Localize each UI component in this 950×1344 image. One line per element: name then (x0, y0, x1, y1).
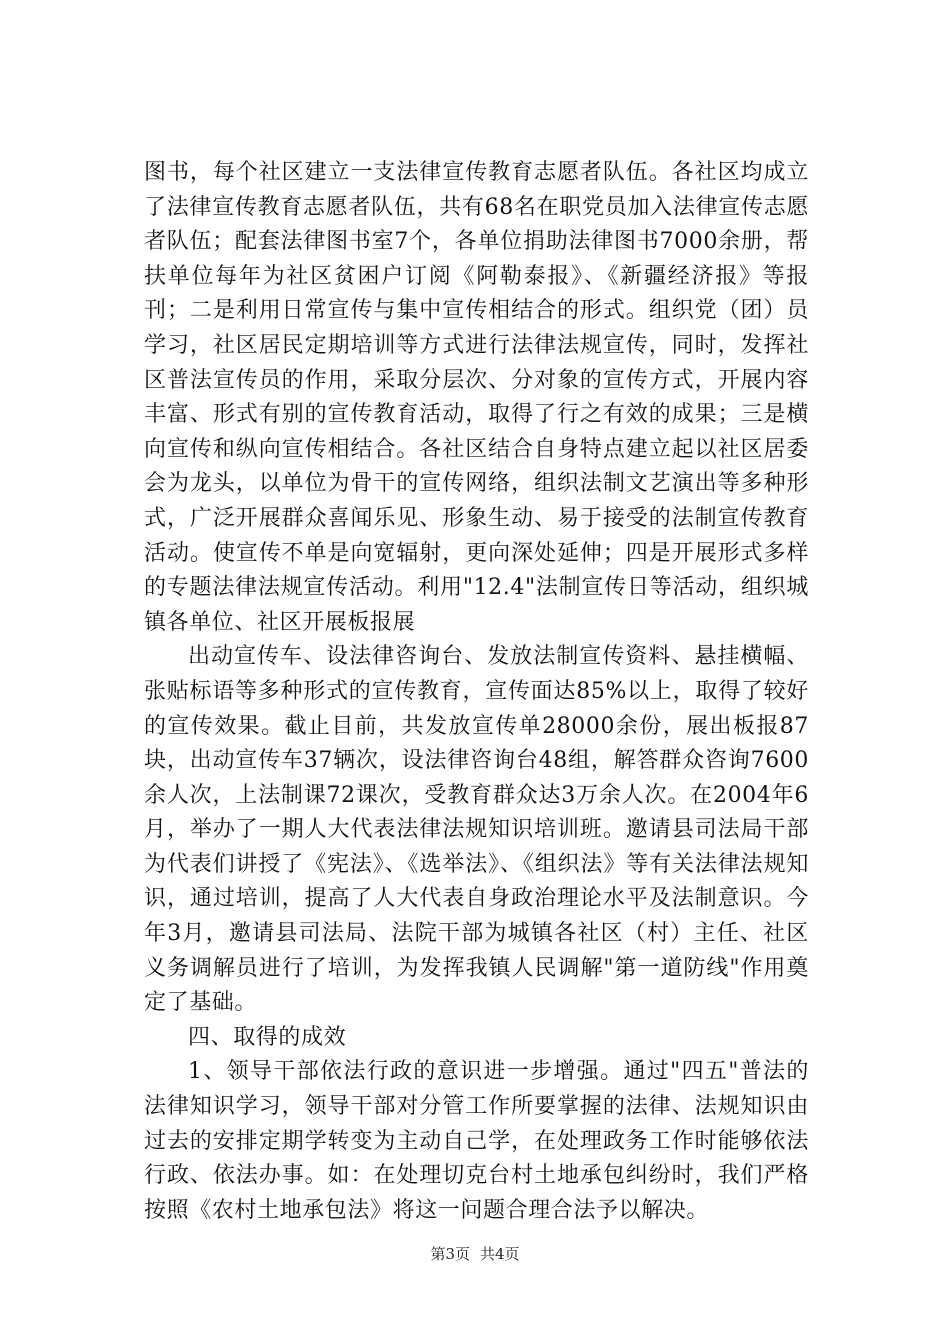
page-total: 共4页 (480, 1245, 520, 1263)
page-number: 第3页 (430, 1245, 470, 1263)
section-heading: 四、取得的成效 (188, 1024, 347, 1050)
body-paragraph: 1、领导干部依法行政的意识进一步增强。通过"四五"普法的法律知识学习，领导干部对分管工作所要掌握的法律、法规知识由过去的安排定期学转变为主动自己学，在处理政务工作时能够依法行政、依法办事。如：在处理切克台村土地承包纠纷时，我们严格按照《农村土地承包法》将这一问题合理合法予以解决。 (144, 1059, 809, 1223)
page-footer (0, 1244, 950, 1264)
document-body (144, 156, 809, 1228)
body-paragraph: 图书，每个社区建立一支法律宣传教育志愿者队伍。各社区均成立了法律宣传教育志愿者队伍，共有68名在职党员加入法律宣传志愿者队伍；配套法律图书室7个，各单位捐助法律图书7000余册，帮扶单位每年为社区贫困户订阅《阿勒泰报》、《新疆经济报》等报刊；二是利用日常宣传与集中宣传相结合的形式。组织党（团）员学习，社区居民定期培训等方式进行法律法规宣传，同时，发挥社区普法宣传员的作用，采取分层次、分对象的宣传方式，开展内容丰富、形式有别的宣传教育活动，取得了行之有效的成果；三是横向宣传和纵向宣传相结合。各社区结合自身特点建立起以社区居委会为龙头，以单位为骨干的宣传网络，组织法制文艺演出等多种形式，广泛开展群众喜闻乐见、形象生动、易于接受的法制宣传教育活动。使宣传不单是向宽辐射，更向深处延伸；四是开展形式多样的专题法律法规宣传活动。利用"12.4"法制宣传日等活动，组织城镇各单位、社区开展板报展 (144, 160, 809, 635)
body-paragraph: 出动宣传车、设法律咨询台、发放法制宣传资料、悬挂横幅、张贴标语等多种形式的宣传教育，宣传面达85%以上，取得了较好的宣传效果。截止目前，共发放宣传单28000余份，展出板报87块，出动宣传车37辆次，设法律咨询台48组，解答群众咨询7600余人次，上法制课72课次，受教育群众达3万余人次。在2004年6月，举办了一期人大代表法律法规知识培训班。邀请县司法局干部为代表们讲授了《宪法》、《选举法》、《组织法》等有关法律法规知识，通过培训，提高了人大代表自身政治理论水平及法制意识。今年3月，邀请县司法局、法院干部为城镇各社区（村）主任、社区义务调解员进行了培训，为发挥我镇人民调解"第一道防线"作用奠定了基础。 (144, 644, 809, 1016)
